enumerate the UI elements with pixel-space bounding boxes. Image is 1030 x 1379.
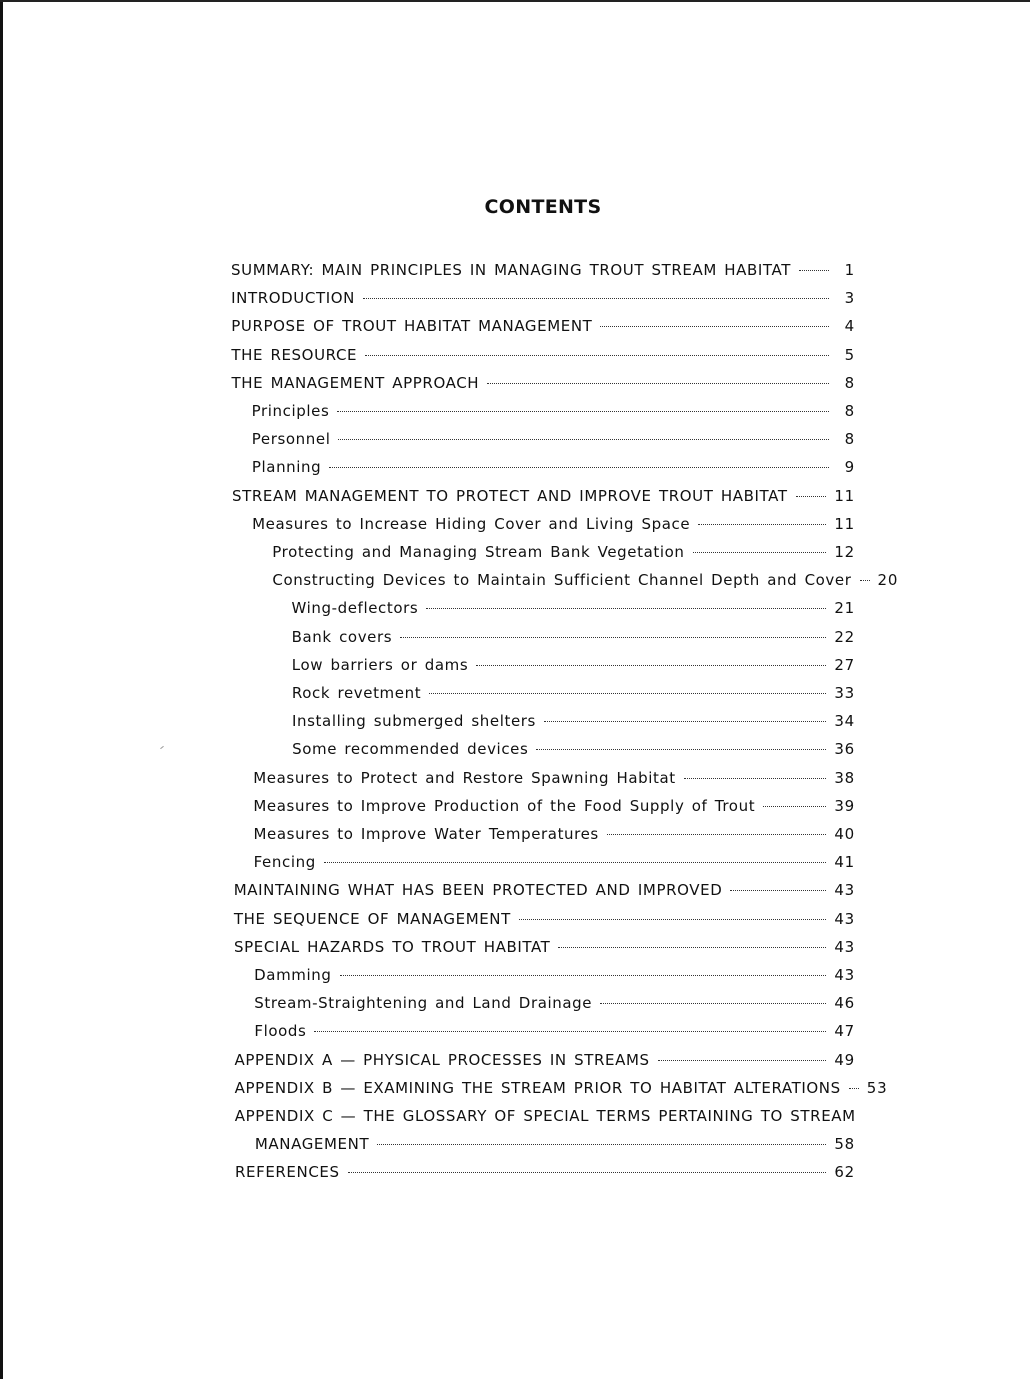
- toc-entry: [231, 285, 855, 311]
- dot-leader: [607, 834, 826, 835]
- toc-entry-label: Measures to Protect and Restore Spawning Habitat: [253, 768, 676, 787]
- toc-entry-page-number: 34: [834, 712, 855, 731]
- dot-leader: [329, 467, 829, 468]
- toc-entry-label: Personnel: [251, 430, 331, 449]
- toc-entry-page-number: 5: [844, 345, 855, 364]
- page-edge-top: [0, 0, 1030, 2]
- toc-entry: [234, 1075, 888, 1101]
- toc-entry-label: THE MANAGEMENT APPROACH: [231, 373, 480, 392]
- toc-entry-page-number: 46: [834, 994, 855, 1013]
- dot-leader: [426, 608, 826, 609]
- toc-entry: [292, 624, 855, 650]
- toc-entry-page-number: 9: [844, 458, 855, 477]
- toc-entry-page-number: 43: [834, 881, 855, 900]
- dot-leader: [377, 1144, 826, 1145]
- dot-leader: [338, 439, 829, 440]
- dot-leader: [519, 919, 826, 920]
- toc-entry-page-number: 8: [844, 373, 855, 392]
- dot-leader: [365, 355, 829, 356]
- toc-entry: [234, 906, 855, 932]
- toc-entry-page-number: 11: [834, 486, 855, 505]
- dot-leader: [429, 693, 826, 694]
- toc-entry: [235, 1103, 855, 1129]
- toc-entry: [234, 934, 855, 960]
- toc-entry-page-number: 58: [834, 1135, 855, 1154]
- toc-entry-label: THE RESOURCE: [231, 345, 358, 364]
- dot-leader: [348, 1172, 827, 1173]
- dot-leader: [684, 778, 827, 779]
- toc-entry-page-number: 41: [834, 853, 855, 872]
- toc-entry: [231, 257, 855, 283]
- toc-entry-page-number: 43: [834, 909, 855, 928]
- toc-entry: [254, 990, 855, 1016]
- toc-entry-page-number: 3: [844, 289, 855, 308]
- dot-leader: [796, 496, 827, 497]
- toc-entry: [292, 595, 856, 621]
- toc-entry-label: Damming: [254, 966, 332, 984]
- toc-entry-label: APPENDIX B — EXAMINING THE STREAM PRIOR TO HABITAT ALTERATIONS: [234, 1078, 841, 1097]
- toc-entry: [231, 342, 855, 368]
- toc-entry-page-number: 39: [834, 796, 855, 815]
- toc-entry: [292, 652, 855, 678]
- toc-entry-page-number: 43: [834, 966, 855, 984]
- toc-entry-page-number: 4: [844, 317, 855, 336]
- toc-entry: [255, 1131, 855, 1157]
- dot-leader: [400, 637, 826, 638]
- toc-entry-page-number: 33: [834, 684, 855, 702]
- toc-entry-label: MANAGEMENT: [254, 1135, 370, 1154]
- toc-entry: [252, 398, 855, 424]
- toc-entry: [252, 511, 855, 537]
- toc-entry: [235, 1159, 855, 1185]
- dot-leader: [476, 665, 826, 666]
- toc-entry-label: Protecting and Managing Stream Bank Vegetation: [272, 543, 685, 561]
- toc-entry-page-number: 27: [834, 655, 855, 674]
- toc-entry-label: INTRODUCTION: [231, 289, 355, 308]
- toc-entry: [232, 370, 856, 396]
- dot-leader: [730, 890, 826, 891]
- dot-leader: [324, 862, 827, 863]
- dot-leader: [600, 326, 829, 327]
- toc-entry: [232, 483, 855, 509]
- toc-entry: [253, 765, 855, 791]
- dot-leader: [849, 1088, 859, 1089]
- toc-entry-label: Measures to Increase Hiding Cover and Living Space: [252, 514, 691, 533]
- toc-entry-page-number: 43: [834, 937, 855, 956]
- toc-entry-label: Some recommended devices: [292, 740, 529, 759]
- toc-entry-label: Floods: [254, 1022, 307, 1041]
- toc-entry-page-number: 40: [834, 825, 855, 843]
- toc-entry-page-number: 47: [834, 1022, 855, 1041]
- toc-entry: [253, 793, 855, 819]
- toc-entry: [231, 313, 855, 339]
- toc-entry-page-number: 1: [844, 261, 855, 279]
- toc-entry-page-number: 21: [834, 599, 855, 618]
- dot-leader: [363, 298, 829, 299]
- toc-entry-page-number: 20: [877, 571, 899, 590]
- toc-entry: [272, 539, 855, 565]
- toc-entry-label: Measures to Improve Production of the Food Supply of Trout: [253, 796, 756, 815]
- toc-entry-label: MAINTAINING WHAT HAS BEEN PROTECTED AND IMPROVED: [233, 881, 723, 900]
- toc-entry-label: APPENDIX A — PHYSICAL PROCESSES IN STREAMS: [234, 1050, 650, 1069]
- toc-entry-label: THE SEQUENCE OF MANAGEMENT: [233, 909, 511, 928]
- toc-entry: [234, 877, 855, 903]
- toc-entry-label: Rock revetment: [291, 684, 422, 702]
- toc-entry-label: Installing submerged shelters: [292, 712, 536, 731]
- dot-leader: [698, 524, 826, 525]
- toc-entry-label: SUMMARY: MAIN PRINCIPLES IN MANAGING TROUT STREAM HABITAT: [231, 261, 791, 279]
- toc-entry: [252, 454, 855, 480]
- toc-entry-label: Bank covers: [291, 627, 393, 646]
- dot-leader: [860, 580, 870, 581]
- toc-entry-page-number: 38: [834, 768, 855, 787]
- toc-entry-label: SPECIAL HAZARDS TO TROUT HABITAT: [234, 937, 551, 956]
- toc-entry-page-number: 11: [834, 514, 855, 533]
- dot-leader: [536, 749, 826, 750]
- toc-entry-label: APPENDIX C — THE GLOSSARY OF SPECIAL TERMS PERTAINING TO STREAM: [234, 1107, 856, 1125]
- toc-entry-label: Wing-deflectors: [291, 599, 419, 618]
- toc-entry-page-number: 22: [834, 627, 855, 646]
- dot-leader: [763, 806, 826, 807]
- toc-entry-page-number: 49: [834, 1050, 855, 1069]
- dot-leader: [487, 383, 829, 384]
- toc-entry: [235, 1047, 856, 1073]
- toc-entry-label: PURPOSE OF TROUT HABITAT MANAGEMENT: [231, 317, 593, 336]
- page-title: CONTENTS: [484, 196, 602, 218]
- toc-entry-label: Low barriers or dams: [291, 655, 469, 674]
- dot-leader: [337, 411, 829, 412]
- toc-entry-page-number: 8: [844, 402, 855, 420]
- toc-entry-label: Stream-Straightening and Land Drainage: [254, 994, 593, 1013]
- toc-entry: [292, 680, 855, 706]
- toc-entry-label: Principles: [251, 402, 330, 420]
- toc-entry-label: Constructing Devices to Maintain Sufficient Channel Depth and Cover: [272, 571, 852, 590]
- toc-entry-page-number: 12: [834, 543, 855, 561]
- toc-entry: [292, 736, 855, 762]
- dot-leader: [558, 947, 826, 948]
- toc-entry-page-number: 36: [834, 740, 855, 759]
- toc-entry: [254, 849, 855, 875]
- dot-leader: [658, 1060, 827, 1061]
- toc-entry-label: Measures to Improve Water Temperatures: [253, 825, 599, 843]
- dot-leader: [314, 1031, 826, 1032]
- dot-leader: [600, 1003, 826, 1004]
- dot-leader: [693, 552, 827, 553]
- toc-entry-label: STREAM MANAGEMENT TO PROTECT AND IMPROVE TROUT HABITAT: [232, 486, 788, 505]
- toc-entry: [254, 962, 855, 988]
- toc-entry-label: REFERENCES: [235, 1163, 340, 1182]
- toc-entry-label: Fencing: [253, 853, 316, 872]
- toc-entry: [252, 426, 855, 452]
- toc-entry-page-number: 53: [866, 1078, 888, 1097]
- toc-entry-label: Planning: [251, 458, 322, 477]
- toc-entry: [254, 1018, 855, 1044]
- dot-leader: [544, 721, 826, 722]
- dot-leader: [799, 270, 829, 271]
- toc-entry: [272, 567, 899, 593]
- toc-entry-page-number: 8: [844, 430, 855, 449]
- toc-entry-page-number: 62: [834, 1163, 855, 1182]
- toc-entry: [254, 821, 856, 847]
- dot-leader: [340, 975, 827, 976]
- toc-entry: [292, 708, 855, 734]
- scan-mark: [160, 746, 164, 749]
